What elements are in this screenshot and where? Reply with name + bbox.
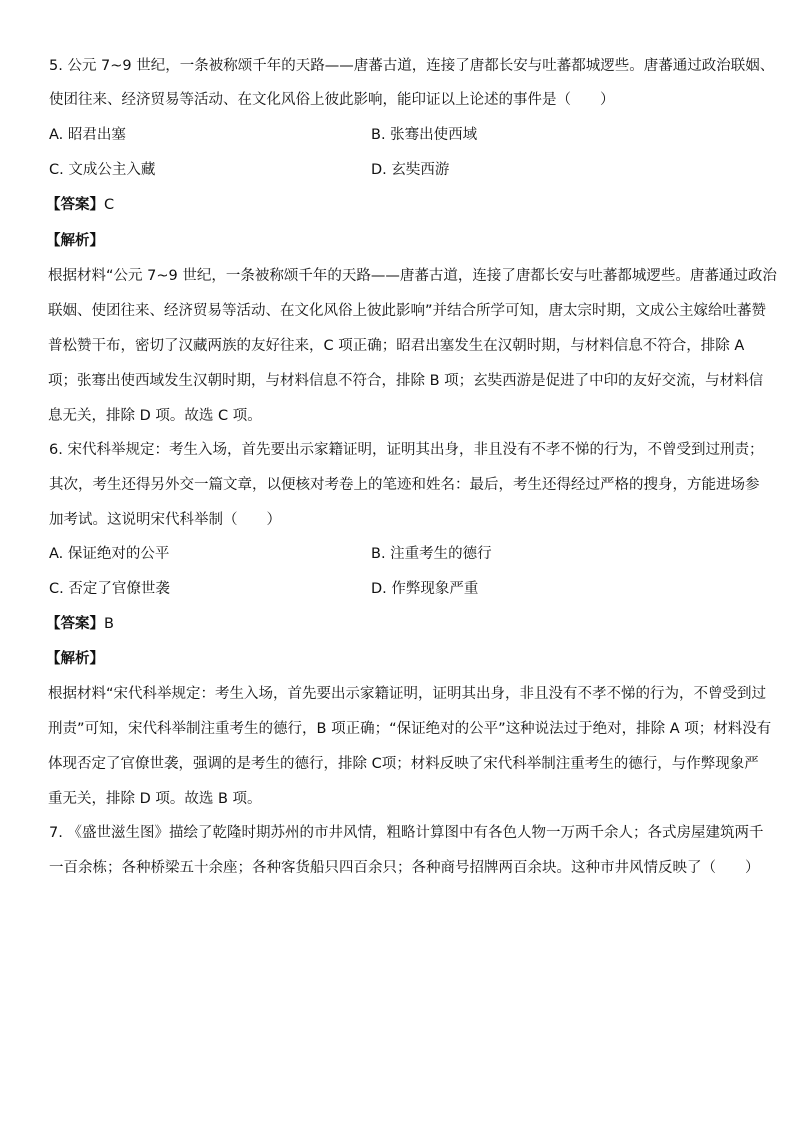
q5-option-b: B. 张骞出使西域 — [371, 127, 478, 143]
q6-option-c: C. 否定了官僚世袭 — [49, 581, 170, 597]
q6-analysis-line-3: 体现否定了官僚世袭，强调的是考生的德行，排除 C项；材料反映了宋代科举制注重考生的德行，与作弊现象严 — [48, 756, 759, 772]
q5-option-a: A. 昭君出塞 — [49, 127, 126, 143]
q5-analysis-line-3: 普松赞干布，密切了汉藏两族的友好往来，C 项正确；昭君出塞发生在汉朝时期，与材料信息不符合，排除 A — [48, 338, 745, 354]
q6-analysis-line-4: 重无关，排除 D 项。故选 B 项。 — [48, 791, 262, 807]
q7-stem-line-1: 7. 《盛世滋生图》描绘了乾隆时期苏州的市井风情，粗略计算图中有各色人物一万两千余人；各式房屋建筑两千 — [49, 825, 764, 841]
q5-analysis-line-2: 联姻、使团往来、经济贸易等活动、在文化风俗上彼此影响”并结合所学可知，唐太宗时期，文成公主嫁给吐蕃赞 — [48, 303, 767, 319]
q5-analysis-line-5: 息无关，排除 D 项。故选 C 项。 — [48, 408, 262, 424]
q7-stem-line-2: 一百余栋；各种桥梁五十余座；各种客货船只四百余只；各种商号招牌两百余块。这种市井风情反映了（ ） — [49, 860, 760, 876]
q6-option-b: B. 注重考生的德行 — [371, 546, 492, 562]
q6-answer — [46, 614, 114, 634]
q6-stem-line-2: 其次，考生还得另外交一篇文章，以便核对考卷上的笔迹和姓名：最后，考生还得经过严格的搜身，方能进场参 — [49, 477, 760, 493]
q5-analysis-line-1: 根据材料“公元 7~9 世纪，一条被称颂千年的天路——唐蕃古道，连接了唐都长安与吐蕃都城逻些。唐蕃通过政治 — [48, 268, 777, 284]
q6-stem-line-1: 6. 宋代科举规定：考生入场，首先要出示家籍证明，证明其出身，非且没有不孝不悌的行为，不曾受到过刑责； — [49, 442, 764, 458]
q6-analysis-label: 【解析】 — [46, 651, 104, 667]
q6-option-a: A. 保证绝对的公平 — [49, 546, 170, 562]
q5-option-d: D. 玄奘西游 — [371, 162, 450, 178]
q5-answer-value: C — [104, 197, 115, 213]
q5-answer — [46, 195, 114, 215]
q6-answer-label: 【答案】 — [46, 616, 104, 632]
q6-answer-value: B — [104, 616, 114, 632]
q5-answer-label: 【答案】 — [46, 197, 104, 213]
q5-analysis-label: 【解析】 — [46, 233, 104, 249]
q6-analysis-line-2: 刑责”可知，宋代科举制注重考生的德行，B 项正确；“保证绝对的公平”这种说法过于绝对，排除 A 项；材料没有 — [48, 721, 772, 737]
q5-analysis-line-4: 项；张骞出使西域发生汉朝时期，与材料信息不符合，排除 B 项；玄奘西游是促进了中印的友好交流，与材料信 — [48, 373, 764, 389]
q5-stem-line-1: 5. 公元 7~9 世纪，一条被称颂千年的天路——唐蕃古道，连接了唐都长安与吐蕃都城逻些。唐蕃通过政治联姻、 — [49, 58, 775, 74]
q6-option-d: D. 作弊现象严重 — [371, 581, 479, 597]
q5-stem-line-2: 使团往来、经济贸易等活动、在文化风俗上彼此影响，能印证以上论述的事件是（ ） — [49, 92, 615, 108]
q6-analysis-line-1: 根据材料“宋代科举规定：考生入场，首先要出示家籍证明，证明其出身，非且没有不孝不悌的行为，不曾受到过 — [48, 686, 767, 702]
q6-analysis-heading — [46, 649, 104, 669]
q5-analysis-heading — [46, 231, 104, 251]
q5-option-c: C. 文成公主入藏 — [49, 162, 156, 178]
q6-stem-line-3: 加考试。这说明宋代科举制（ ） — [49, 512, 281, 528]
